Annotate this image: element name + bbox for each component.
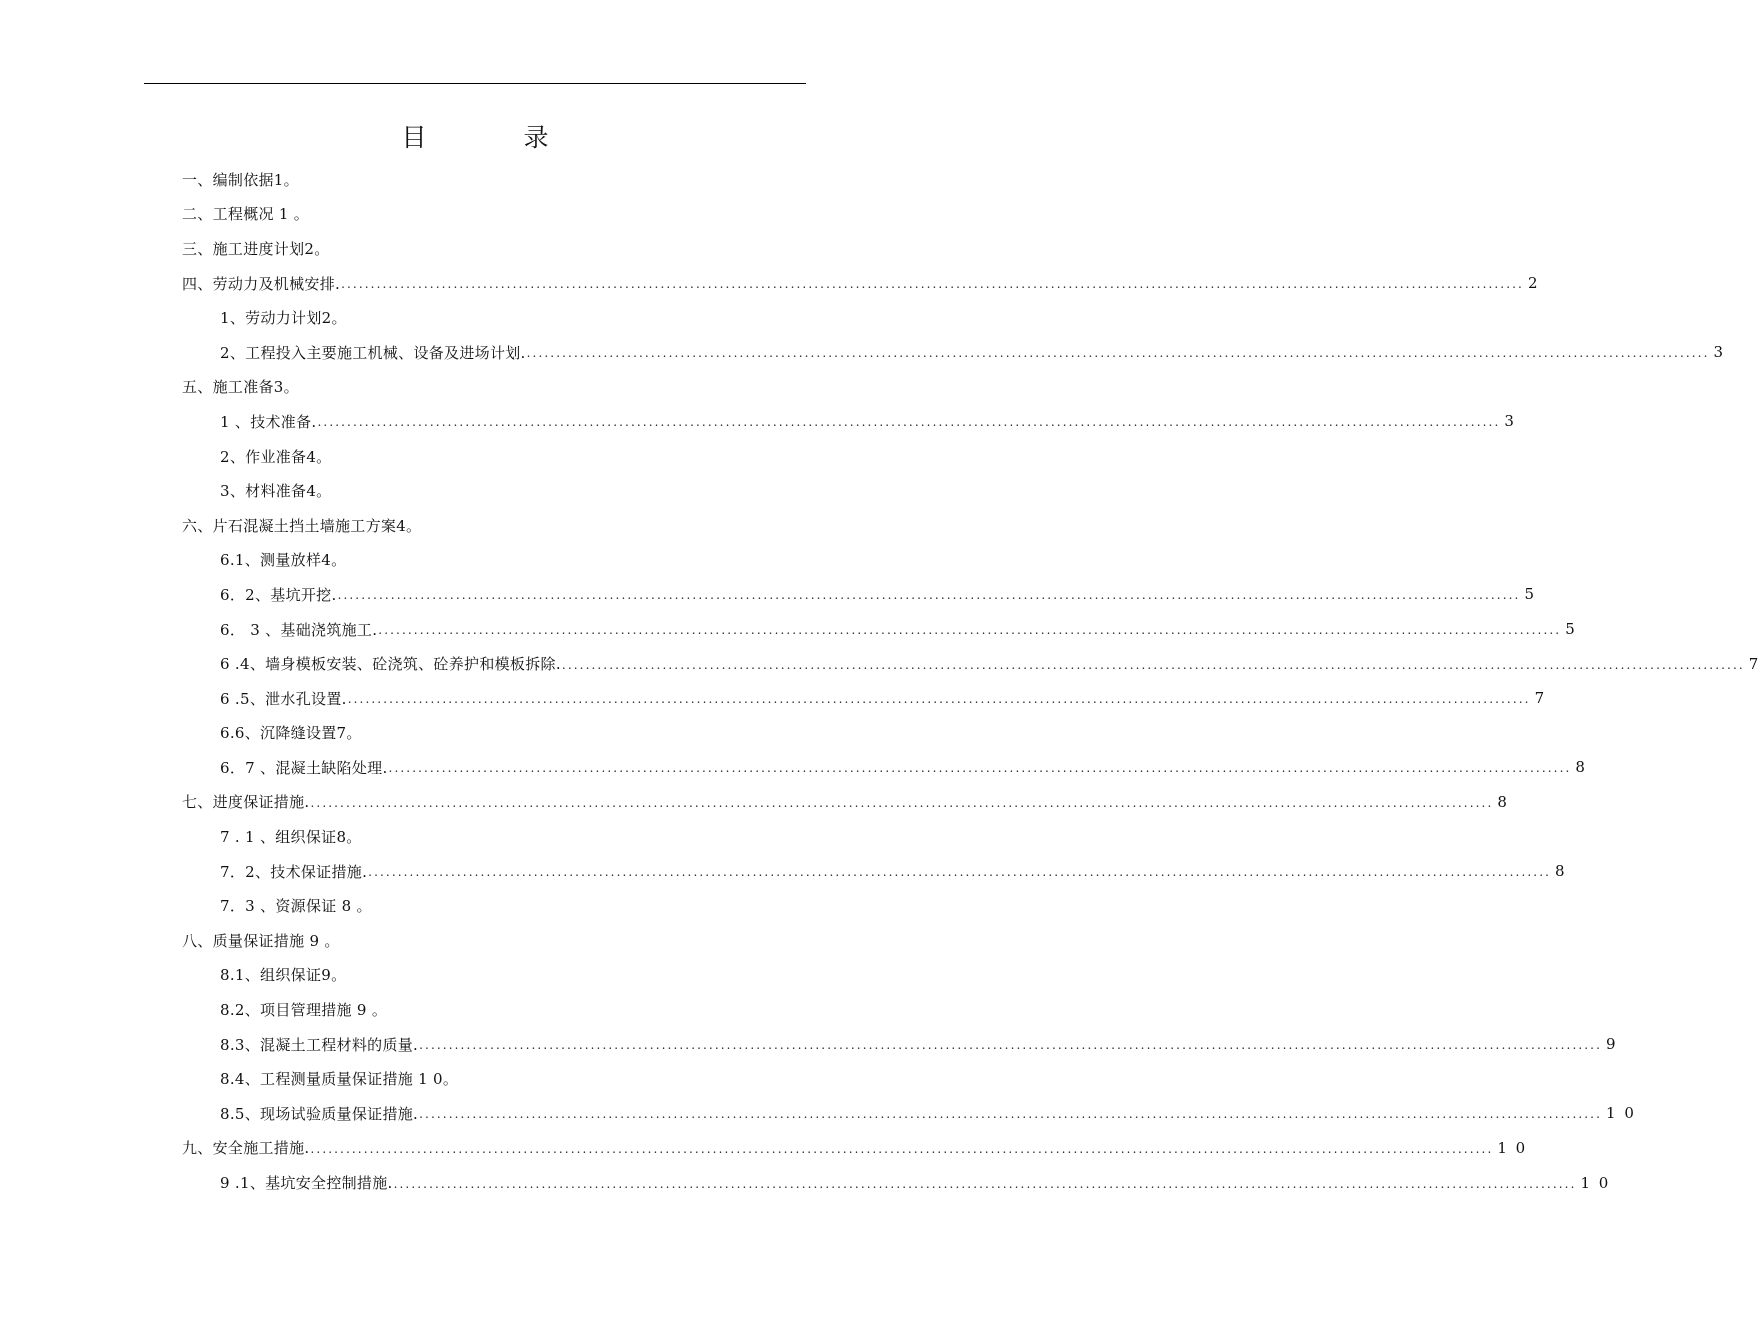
toc-entry-label: 1 、技术准备. (220, 412, 317, 431)
toc-entry[interactable] (182, 1096, 1636, 1131)
toc-entry[interactable] (182, 335, 1726, 370)
toc-dot-leader: ........................................................................................................................................................................................................ (341, 277, 1524, 292)
toc-entry-page: 9 (1606, 1035, 1618, 1054)
toc-entry[interactable] (182, 1165, 1611, 1200)
toc-entry-label: 6．2、基坑开挖. (220, 585, 337, 604)
toc-entry[interactable] (182, 300, 806, 335)
toc-entry-label: 8.3、混凝土工程材料的质量. (220, 1035, 419, 1054)
toc-entry[interactable] (182, 197, 806, 232)
toc-entry[interactable] (182, 508, 806, 543)
toc-entry-page: 1 0 (1580, 1173, 1611, 1192)
toc-entry-label: 六、片石混凝土挡土墙施工方案4。 (182, 516, 422, 535)
toc-entry[interactable] (182, 992, 806, 1027)
toc-entry[interactable] (182, 854, 1567, 889)
toc-entry-label: 二、工程概况 1 。 (182, 205, 310, 224)
toc-entry-label: 6.6、沉降缝设置7。 (220, 724, 362, 743)
toc-entry[interactable] (182, 1061, 806, 1096)
toc-entry-label: 6．7 、混凝土缺陷处理. (220, 758, 388, 777)
toc-entry-page: 8 (1575, 758, 1587, 777)
toc-entry[interactable] (182, 370, 806, 405)
toc-entry-label: 8.5、现场试验质量保证措施. (220, 1104, 419, 1123)
toc-entry-label: 7．3 、资源保证 8 。 (220, 897, 372, 916)
toc-dot-leader: ........................................................................................................................................................................................................ (337, 588, 1521, 603)
toc-entry-label: 7 . 1 、组织保证8。 (220, 828, 362, 847)
toc-entry-label: 9 .1、基坑安全控制措施. (220, 1174, 393, 1193)
toc-entry[interactable] (182, 1131, 1528, 1166)
toc-entry[interactable] (182, 716, 806, 751)
toc-entry[interactable] (182, 404, 1516, 439)
toc-entry-label: 2、作业准备4。 (220, 447, 332, 466)
toc-entry-label: 一、编制依据1。 (182, 170, 299, 189)
toc-dot-leader: ........................................................................................................................................................................................................ (378, 623, 1562, 638)
toc-entry-label: 七、进度保证措施. (182, 793, 310, 812)
toc-entry-page: 5 (1565, 620, 1577, 639)
toc-entry-label: 8.1、组织保证9。 (220, 966, 347, 985)
toc-entry[interactable] (182, 819, 806, 854)
toc-entry[interactable] (182, 266, 1540, 301)
toc-dot-leader: ........................................................................................................................................................................................................ (347, 692, 1531, 707)
toc-entry-label: 6 .4、墙身模板安装、砼浇筑、砼养护和模板拆除. (220, 655, 561, 674)
toc-entry-label: 2、工程投入主要施工机械、设备及进场计划. (220, 343, 526, 362)
toc-entry[interactable] (182, 439, 806, 474)
toc-entry[interactable] (182, 750, 1587, 785)
toc-entry[interactable] (182, 785, 1509, 820)
toc-entry-page: 1 0 (1497, 1138, 1528, 1157)
toc-entry-label: 6.1、测量放样4。 (220, 551, 347, 570)
toc-dot-leader: ........................................................................................................................................................................................................ (368, 865, 1552, 880)
toc-entry-page: 8 (1555, 862, 1567, 881)
toc-entry[interactable] (182, 646, 1760, 681)
toc-entry-label: 8.4、工程测量质量保证措施 1 0。 (220, 1070, 459, 1089)
toc-entry-page: 7 (1534, 689, 1547, 708)
toc-entry-page: 1 0 (1606, 1104, 1636, 1123)
toc-entry-page: 5 (1524, 585, 1536, 604)
toc-dot-leader: ........................................................................................................................................................................................................ (388, 761, 1572, 776)
toc-entry-label: 九、安全施工措施. (182, 1139, 310, 1158)
toc-entry-label: 四、劳动力及机械安排. (182, 274, 341, 293)
toc-title: 目 录 (401, 123, 585, 152)
toc-entry-label: 6． 3 、基础浇筑施工. (220, 620, 378, 639)
toc-entry[interactable] (182, 231, 806, 266)
toc-entry[interactable] (182, 473, 806, 508)
toc-entry-label: 3、材料准备4。 (220, 482, 332, 501)
header-rule (144, 83, 806, 84)
toc-entry-page: 2 (1527, 274, 1540, 293)
toc-entry[interactable] (182, 958, 806, 993)
toc-entry-label: 8.2、项目管理措施 9 。 (220, 1001, 388, 1020)
toc-dot-leader: ........................................................................................................................................................................................................ (393, 1176, 1577, 1191)
toc-entry-label: 6 .5、泄水孔设置. (220, 689, 347, 708)
toc-entry-page: 8 (1497, 792, 1509, 811)
toc-entry[interactable] (182, 681, 1547, 716)
toc-entry-page: 3 (1713, 343, 1726, 362)
toc-entry[interactable] (182, 888, 806, 923)
toc-dot-leader: ........................................................................................................................................................................................................ (310, 1141, 1494, 1156)
toc-entry-label: 五、施工准备3。 (182, 378, 299, 397)
toc-entry-label: 三、施工进度计划2。 (182, 239, 330, 258)
toc-entry[interactable] (182, 543, 806, 578)
toc-entry[interactable] (182, 162, 806, 197)
toc-entry-label: 7．2、技术保证措施. (220, 862, 368, 881)
toc-list (182, 162, 1760, 1200)
toc-entry-label: 1、劳动力计划2。 (220, 309, 347, 328)
toc-dot-leader: ........................................................................................................................................................................................................ (526, 346, 1710, 361)
toc-dot-leader: ........................................................................................................................................................................................................ (317, 415, 1501, 430)
toc-dot-leader: ........................................................................................................................................................................................................ (310, 795, 1494, 810)
toc-entry[interactable] (182, 1027, 1618, 1062)
toc-dot-leader: ........................................................................................................................................................................................................ (561, 657, 1745, 672)
toc-dot-leader: ........................................................................................................................................................................................................ (419, 1038, 1603, 1053)
toc-entry[interactable] (182, 612, 1577, 647)
toc-entry-page: 3 (1504, 412, 1516, 431)
toc-entry-label: 八、质量保证措施 9 。 (182, 931, 340, 950)
toc-entry[interactable] (182, 923, 806, 958)
toc-dot-leader: ........................................................................................................................................................................................................ (419, 1107, 1603, 1122)
toc-entry[interactable] (182, 577, 1536, 612)
toc-entry-page: 7 (1748, 654, 1760, 673)
